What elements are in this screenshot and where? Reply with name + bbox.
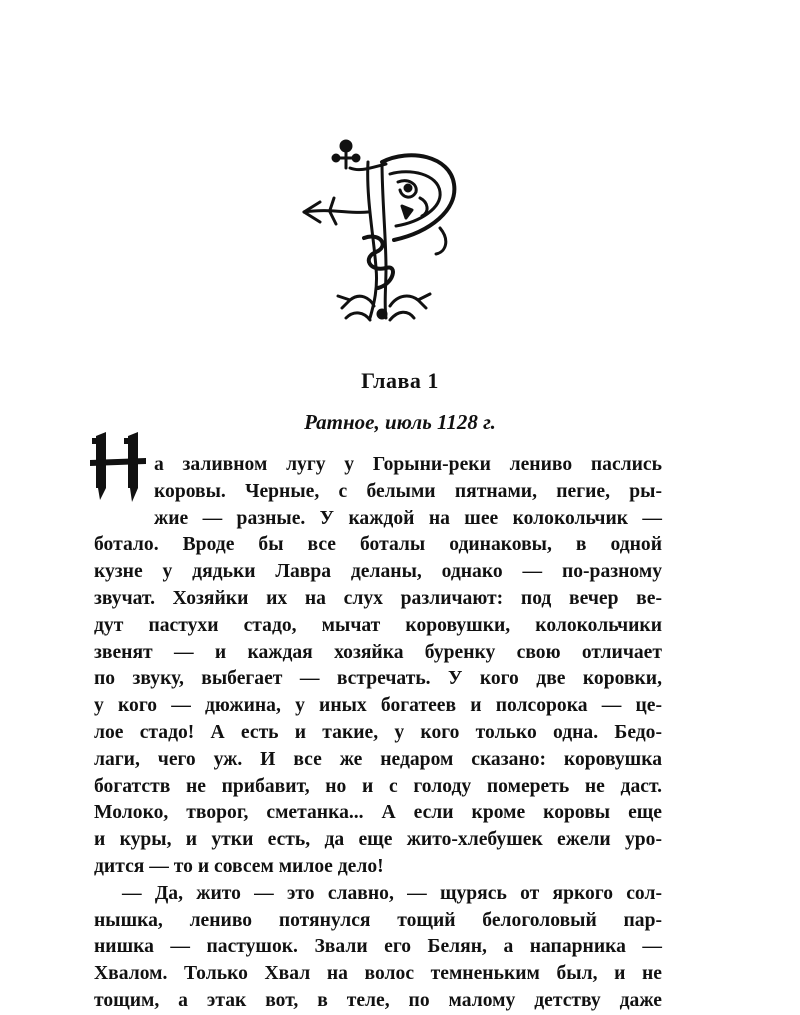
text-line: лаги, чего уж. И все же недаром сказано: коровушка <box>94 748 662 770</box>
text-line: у кого — дюжина, у иных богатеев и полсорока — це- <box>94 695 662 717</box>
text-line: Молоко, творог, сметанка... А если кроме коровы еще <box>94 802 662 824</box>
text-line: звучат. Хозяйки их на слух различают: под вечер ве- <box>94 587 662 609</box>
body-text <box>94 452 662 1015</box>
text-line: тощим, а этак вот, в теле, по малому детству даже <box>94 989 662 1011</box>
chapter-title: Глава 1 <box>361 368 439 393</box>
text-line: — Да, жито — это славно, — щурясь от яркого сол- <box>122 882 662 904</box>
text-line: Хвалом. Только Хвал на волос темненьким был, и не <box>94 963 662 985</box>
text-line: дут пастухи стадо, мычат коровушки, колокольчики <box>94 614 662 636</box>
text-line: а заливном лугу у Горыни-реки лениво паслись <box>154 454 662 475</box>
text-line: жие — разные. У каждой на шее колокольчик — <box>154 507 662 529</box>
text-line: по звуку, выбегает — встречать. У кого две коровки, <box>94 668 662 690</box>
text-line: лое стадо! А есть и такие, у кого только одна. Бедо- <box>94 721 662 743</box>
text-line: нишка — пастушок. Звали его Белян, а напарника — <box>94 936 662 958</box>
chapter-subtitle: Ратное, июль 1128 г. <box>304 410 496 434</box>
text-line: ботало. Вроде бы все боталы одинаковы, в одной <box>94 534 662 556</box>
text-line: кузне у дядьки Лавра деланы, однако — по-разному <box>94 561 662 583</box>
text-line: дится — то и совсем милое дело! <box>94 855 384 877</box>
text-line: нышка, лениво потянулся тощий белоголовый пар- <box>94 909 662 931</box>
text-line: и куры, и утки есть, да еще жито-хлебушек ежели уро- <box>94 829 662 851</box>
ornament-illustration <box>290 128 470 328</box>
text-line: коровы. Черные, с белыми пятнами, пегие, ры- <box>154 480 662 502</box>
text-line: богатств не прибавит, но и с голоду помереть не даст. <box>94 775 662 797</box>
text-line: звенят — и каждая хозяйка буренку свою отличает <box>94 641 662 663</box>
